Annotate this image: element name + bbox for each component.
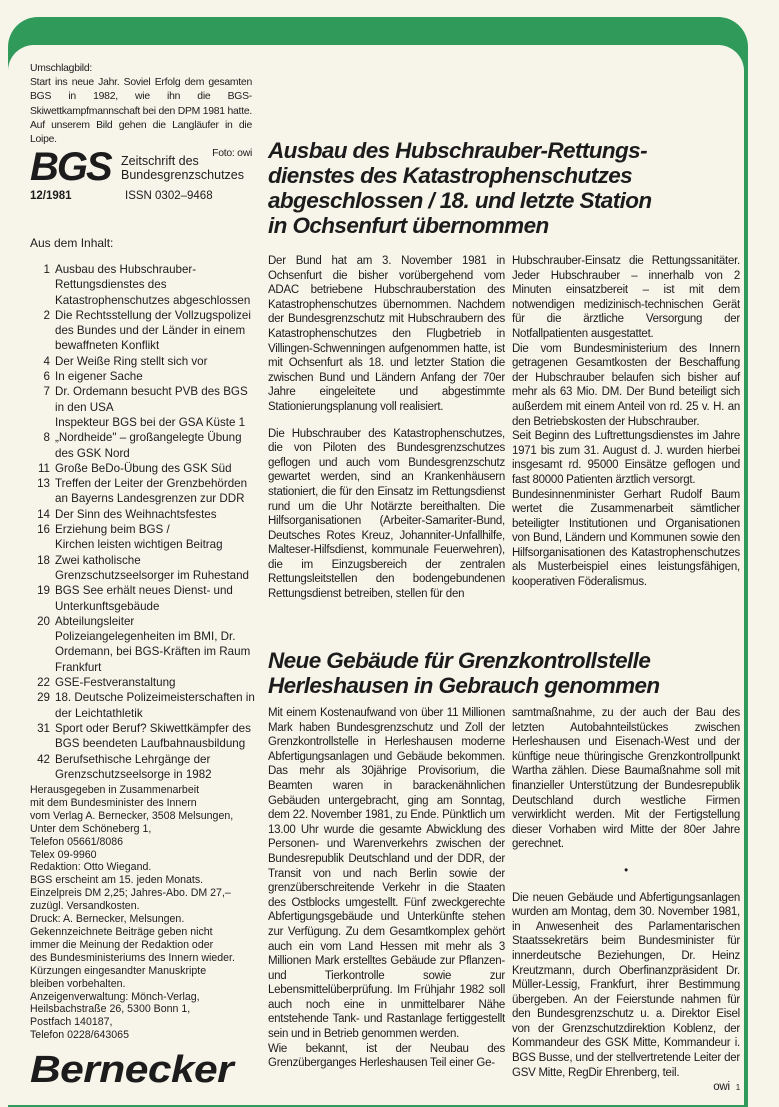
photo-credit: Foto: owi: [212, 148, 252, 160]
toc-item: [30, 690, 256, 721]
paragraph: Bundesinnenminister Gerhart Rudolf Baum wertet die Zusammenarbeit sämtlicher beteiligter Institutionen und Organisationen von Bund, Ländern und Kommunen sowie den Hilfsorganisationen des Katastrophenschutzes als Musterbeispiel eines leistungsfähigen, kooperativen Föderalismus.: [512, 488, 740, 589]
toc-title: Treffen der Leiter der Grenzbehörden an Bayerns Landesgrenzen zur DDR: [55, 477, 248, 506]
toc-page-number: 6: [43, 370, 50, 384]
toc-item: [30, 308, 256, 354]
paragraph: Wie bekannt, ist der Neubau des Grenzüberganges Herleshausen Teil einer Ge-: [268, 1042, 505, 1070]
toc-item: [30, 583, 256, 614]
toc-title: Dr. Ordemann besucht PVB des BGS in den USA Inspekteur BGS bei der GSA Küste 1: [55, 385, 248, 429]
toc-title: Erziehung beim BGS / Kirchen leisten wichtigen Beitrag: [55, 523, 223, 552]
toc-item: [30, 354, 256, 369]
toc-page-number: 22: [37, 676, 50, 690]
article2-headline: Neue Gebäude für Grenzkontrollstelle Herleshausen in Gebrauch genommen: [268, 648, 660, 698]
toc-title: 18. Deutsche Polizeimeisterschaften in der Leichtathletik: [55, 691, 255, 720]
toc-page-number: 4: [43, 354, 50, 368]
toc-title: GSE-Festveranstaltung: [55, 676, 176, 690]
toc-title: In eigener Sache: [55, 370, 143, 384]
paragraph: Hubschrauber-Einsatz die Rettungssanitäter. Jeder Hubschrauber – innerhalb von 2 Minuten einsatzbereit – ist mit dem notwendigen medizinisch-technischen Gerät für die ärztliche Versorgung der Notfallpatienten ausgestattet.: [512, 255, 740, 340]
toc-page-number: 20: [37, 614, 50, 628]
cover-caption-label: Umschlagbild:: [30, 63, 93, 74]
issn: ISSN 0302–9468: [125, 190, 213, 202]
article1-column2: [512, 254, 740, 590]
toc-title: „Nordheide" – großangelegte Übung des GSK Nord: [55, 431, 242, 460]
toc-page-number: 8: [43, 431, 50, 445]
toc-item: [30, 507, 256, 522]
toc-page-number: 14: [37, 507, 50, 521]
cover-caption-text: Start ins neue Jahr. Soviel Erfolg dem gesamten BGS in 1982, wie ihn die BGS-Skiwettkampfmannschaft bei den DPM 1981 hatte. Auf unserem Bild gehen die Langläufer in die Loipe.: [30, 77, 252, 146]
toc-title: Ausbau des Hubschrauber-Rettungsdienstes des Katastrophenschutzes abgeschlossen: [55, 263, 251, 307]
toc-title: Berufsethische Lehrgänge der Grenzschutzseelsorge in 1982: [55, 752, 212, 781]
toc-page-number: 1: [43, 263, 50, 276]
paragraph: Seit Beginn des Luftrettungsdienstes im Jahre 1971 bis zum 31. August d. J. wurden hierbei insgesamt rd. 95000 Einsätze geflogen und fast 80000 Patienten ärztlich versorgt.: [512, 430, 740, 486]
bgs-logo: BGS: [30, 145, 111, 189]
toc-title: Der Sinn des Weihnachtsfestes: [55, 507, 217, 521]
issue-number: 12/1981: [30, 190, 72, 202]
article2-column2: [512, 706, 740, 1096]
toc-item: [30, 752, 256, 783]
toc-item: [30, 522, 256, 553]
toc-page-number: 16: [37, 523, 50, 537]
paragraph: Die Hubschrauber des Katastrophenschutzes, die von Piloten des Bundesgrenzschutzes geflogen und auch vom Bundesgrenzschutz gewartet werden, sind an Krankenhäusern stationiert, die für den Einsatz im Rettungsdienst rund um die Uhr Notärzte bereithalten. Die Hilfsorganisationen (Arbeiter-Samariter-Bund, Deutsches Rotes Kreuz, Johanniter-Unfallhilfe, Malteser-Hilfsdienst, kommunale Feuerwehren), die im Einzugsbereich der zentralen Rettungsleitstellen den bodengebundenen Rettungsdienst betreiben, stellen für den: [268, 427, 505, 601]
toc-title: Große BeDo-Übung des GSK Süd: [55, 461, 232, 475]
toc-item: [30, 430, 256, 461]
paragraph: Die vom Bundesministerium des Innern getragenen Gesamtkosten der Beschaffung der Hubschrauber belaufen sich bisher auf mehr als 63 Mio. DM. Der Bund beteiligt sich außerdem mit einem Anteil von rd. 25 v. H. an den Betriebskosten der Hubschrauber.: [512, 342, 740, 428]
table-of-contents: [30, 262, 256, 782]
toc-title: BGS See erhält neues Dienst- und Unterkunftsgebäude: [55, 584, 233, 613]
article2-column1: [268, 706, 505, 1071]
toc-item: [30, 384, 256, 430]
toc-page-number: 29: [37, 691, 50, 705]
imprint: Herausgegeben in Zusammenarbeit mit dem Bundesminister des Innern vom Verlag A. Bernecker, 3508 Melsungen, Unter dem Schöneberg 1, Telefon 05661/8086 Telex 09-9960 Redaktion: Otto Wiegand. BGS erscheint am 15. jeden Monats. Einzelpreis DM 2,25; Jahres-Abo. DM 27,– zuzügl. Versandkosten. Druck: A. Bernecker, Melsungen. Gekennzeichnete Beiträge geben nicht immer die Meinung der Redaktion oder des Bundesministeriums des Innern wieder. Kürzungen eingesandter Manuskripte bleiben vorbehalten. Anzeigenverwaltung: Mönch-Verlag, Heilsbachstraße 26, 5300 Bonn 1, Postfach 140187, Telefon 0228/643065: [30, 784, 235, 1042]
separator-dot: •: [624, 864, 628, 877]
toc-item: [30, 461, 256, 476]
toc-page-number: 42: [37, 752, 50, 766]
paragraph: Mit einem Kostenaufwand von über 11 Millionen Mark haben Bundesgrenzschutz und Zoll der Grenzkontrollstelle in Herleshausen moderne Abfertigungsanlagen und Gebäude bekommen. Das mehr als 30jährige Provisorium, die Beamten waren in barackenähnlichen Gebäuden untergebracht, ging am Sonntag, dem 22. November 1981, zu Ende. Pünktlich um 13.00 Uhr wurde die gesamte Abwicklung des Personen- und Warenverkehrs zwischen der Bundesrepublik Deutschland und der DDR, der Transit von und nach Berlin sowie der grenzüberschreitende Verkehr in die Staaten des Ostblocks umgestellt. Fünf zweckgerechte Abfertigungsgebäude und Unterkünfte stehen zur Verfügung. Zu dem Gesamtkomplex gehört auch ein vom Land Hessen mit mehr als 3 Millionen Mark erstelltes Gebäude zur Pflanzen- und Tierkontrolle sowie zur Lebensmittelüberprüfung. Im Frühjahr 1982 soll auch noch eine in unmittelbarer Nähe entstehende Tank- und Rastanlage fertiggestellt sein und in Betrieb genommen werden.: [268, 707, 505, 1041]
toc-item: [30, 675, 256, 690]
toc-item: [30, 721, 256, 752]
toc-page-number: 31: [37, 721, 50, 735]
toc-item: [30, 262, 256, 308]
toc-page-number: 13: [37, 477, 50, 491]
toc-title: Zwei katholische Grenzschutzseelsorger im Ruhestand: [55, 553, 249, 582]
page-number: 1: [735, 1083, 740, 1093]
toc-title: Abteilungsleiter Polizeiangelegenheiten im BMI, Dr. Ordemann, bei BGS-Kräften im Raum Frankfurt: [55, 614, 251, 674]
toc-item: [30, 553, 256, 584]
toc-page-number: 7: [43, 385, 50, 399]
toc-item: [30, 476, 256, 507]
paragraph: Der Bund hat am 3. November 1981 in Ochsenfurt die bisher vorübergehend vom ADAC betriebene Hubschrauberstation des Katastrophenschutzes übernommen. Nachdem der Bundesgrenzschutz mit Hubschraubern des Katastrophenschutzes den Flugbetrieb in Villingen-Schwenningen aufgenommen hatte, ist mit Ochsenfurt als 18. und letzter Station die zwischen Bund und Ländern Anfang der 70er Jahre eingeleitete und abgestimmte Stationierungsplanung voll realisiert.: [268, 255, 505, 413]
magazine-subtitle: Zeitschrift des Bundesgrenzschutzes: [121, 154, 244, 182]
author-line: [512, 1080, 740, 1096]
toc-title: Die Rechtsstellung der Vollzugspolizei des Bundes und der Länder in einem bewaffneten Konflikt: [55, 308, 251, 353]
toc-item: [30, 614, 256, 675]
publisher-logo: Bernecker: [30, 1049, 234, 1091]
toc-title: Sport oder Beruf? Skiwettkämpfer des BGS beendeten Laufbahnausbildung: [55, 721, 251, 751]
paragraph: samtmaßnahme, zu der auch der Bau des letzten Autobahnteilstückes zwischen Herleshausen und Eisenach-West und der künftige neue thüringische Grenzkontrollpunkt Wartha zählen. Diese Baumaßnahme soll mit finanzieller Unterstützung der Bundesrepublik Deutschland durch westliche Firmen verwirklicht werden. Mit der Fertigstellung dieser Vorhaben wird Mitte der 80er Jahre gerechnet.: [512, 707, 740, 851]
toc-page-number: 2: [43, 308, 50, 322]
toc-heading: Aus dem Inhalt:: [30, 236, 114, 250]
toc-page-number: 11: [37, 461, 50, 475]
toc-title: Der Weiße Ring stellt sich vor: [55, 354, 208, 368]
article1-headline: Ausbau des Hubschrauber-Rettungs- dienstes des Katastrophenschutzes abgeschlossen / 18. und letzte Station in Ochsenfurt übernommen: [268, 138, 652, 238]
author-initials: owi: [713, 1081, 730, 1094]
paragraph: Die neuen Gebäude und Abfertigungsanlagen wurden am Montag, dem 30. November 1981, in Anwesenheit des Parlamentarischen Staatssekretärs beim Bundesminister für innerdeutsche Beziehungen, Dr. Heinz Kreutzmann, durch Oberfinanzpräsident Dr. Müller-Lessig, Frankfurt, ihrer Bestimmung übergeben. An der Feierstunde nahmen für den Bundesgrenzschutz u. a. Direktor Eisel von der Grenzschutzdirektion Koblenz, der Kommandeur des GSK Mitte, Kommandeur i. BGS Busse, und der stellvertretende Leiter der GSV Mitte, RegDir Ehrenberg, teil.: [512, 891, 740, 1079]
article1-column1: [268, 254, 505, 602]
toc-page-number: 18: [37, 553, 50, 567]
toc-page-number: 19: [37, 584, 50, 598]
toc-item: [30, 369, 256, 384]
